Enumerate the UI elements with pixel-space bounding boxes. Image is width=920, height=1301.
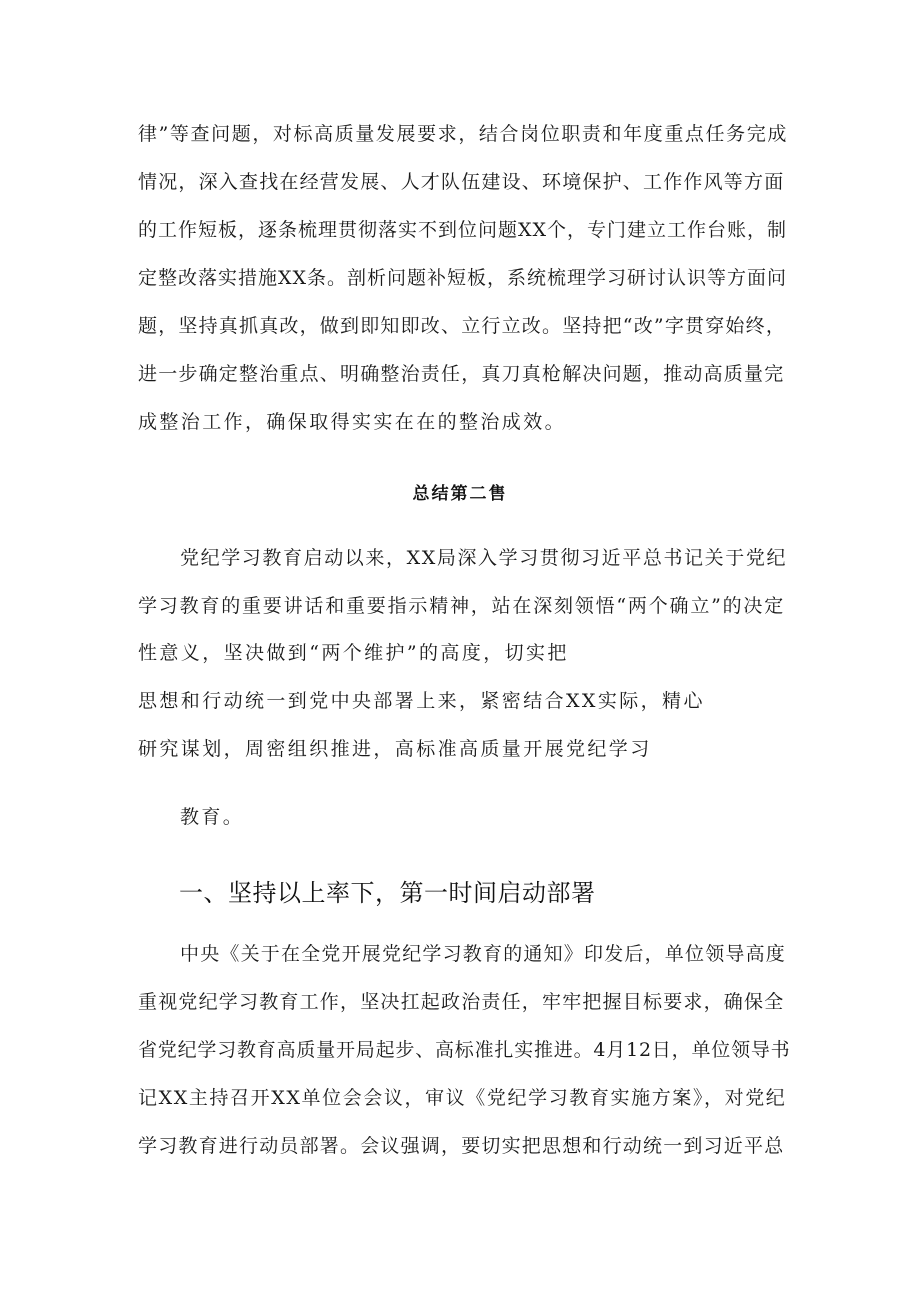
text-line: 省党纪学习教育高质量开局起步、高标准扎实推进。4月12日，单位领导书 bbox=[138, 1039, 791, 1061]
text-line: 党纪学习教育启动以来，XX局深入学习贯彻习近平总书记关于党纪 bbox=[180, 547, 788, 569]
section-heading: 一、坚持以上率下，第一时间启动部署 bbox=[179, 879, 596, 907]
text-line: 思想和行动统一到党中央部署上来，紧密结合XX实际，精心 bbox=[138, 690, 705, 712]
text-line: 情况，深入查找在经营发展、人才队伍建设、环境保护、工作作风等方面 bbox=[138, 171, 785, 193]
text-line: 题，坚持真抓真改，做到即知即改、立行立改。坚持把“改”字贯穿始终， bbox=[138, 315, 787, 337]
text-line: 学习教育的重要讲话和重要指示精神，站在深刻领悟“两个确立”的决定 bbox=[138, 595, 786, 617]
text-line: 记XX主持召开XX单位会会议，审议《党纪学习教育实施方案》，对党纪 bbox=[138, 1087, 787, 1109]
text-line: 定整改落实措施XX条。剖析问题补短板，系统梳理学习研讨认识等方面问 bbox=[138, 267, 788, 289]
text-line: 成整治工作，确保取得实实在在的整治成效。 bbox=[138, 411, 567, 433]
text-line: 律”等查问题，对标高质量发展要求，结合岗位职责和年度重点任务完成 bbox=[138, 123, 788, 145]
text-line: 学习教育进行动员部署。会议强调，要切实把思想和行动统一到习近平总 bbox=[138, 1135, 785, 1157]
text-line: 教育。 bbox=[180, 806, 245, 828]
document-title: 总结第二售 bbox=[412, 484, 508, 504]
text-line: 进一步确定整治重点、明确整治责任，真刀真枪解决问题，推动高质量完 bbox=[138, 363, 785, 385]
text-line: 的工作短板，逐条梳理贯彻落实不到位问题XX个，专门建立工作台账，制 bbox=[138, 219, 788, 241]
text-line: 研究谋划，周密组织推进，高标准高质量开展党纪学习 bbox=[138, 738, 652, 760]
text-line: 性意义，坚决做到“两个维护”的高度，切实把 bbox=[138, 642, 569, 664]
text-line: 重视党纪学习教育工作，坚决扛起政治责任，牢牢把握目标要求，确保全 bbox=[138, 991, 785, 1013]
text-line: 中央《关于在全党开展党纪学习教育的通知》印发后，单位领导高度 bbox=[180, 943, 787, 965]
